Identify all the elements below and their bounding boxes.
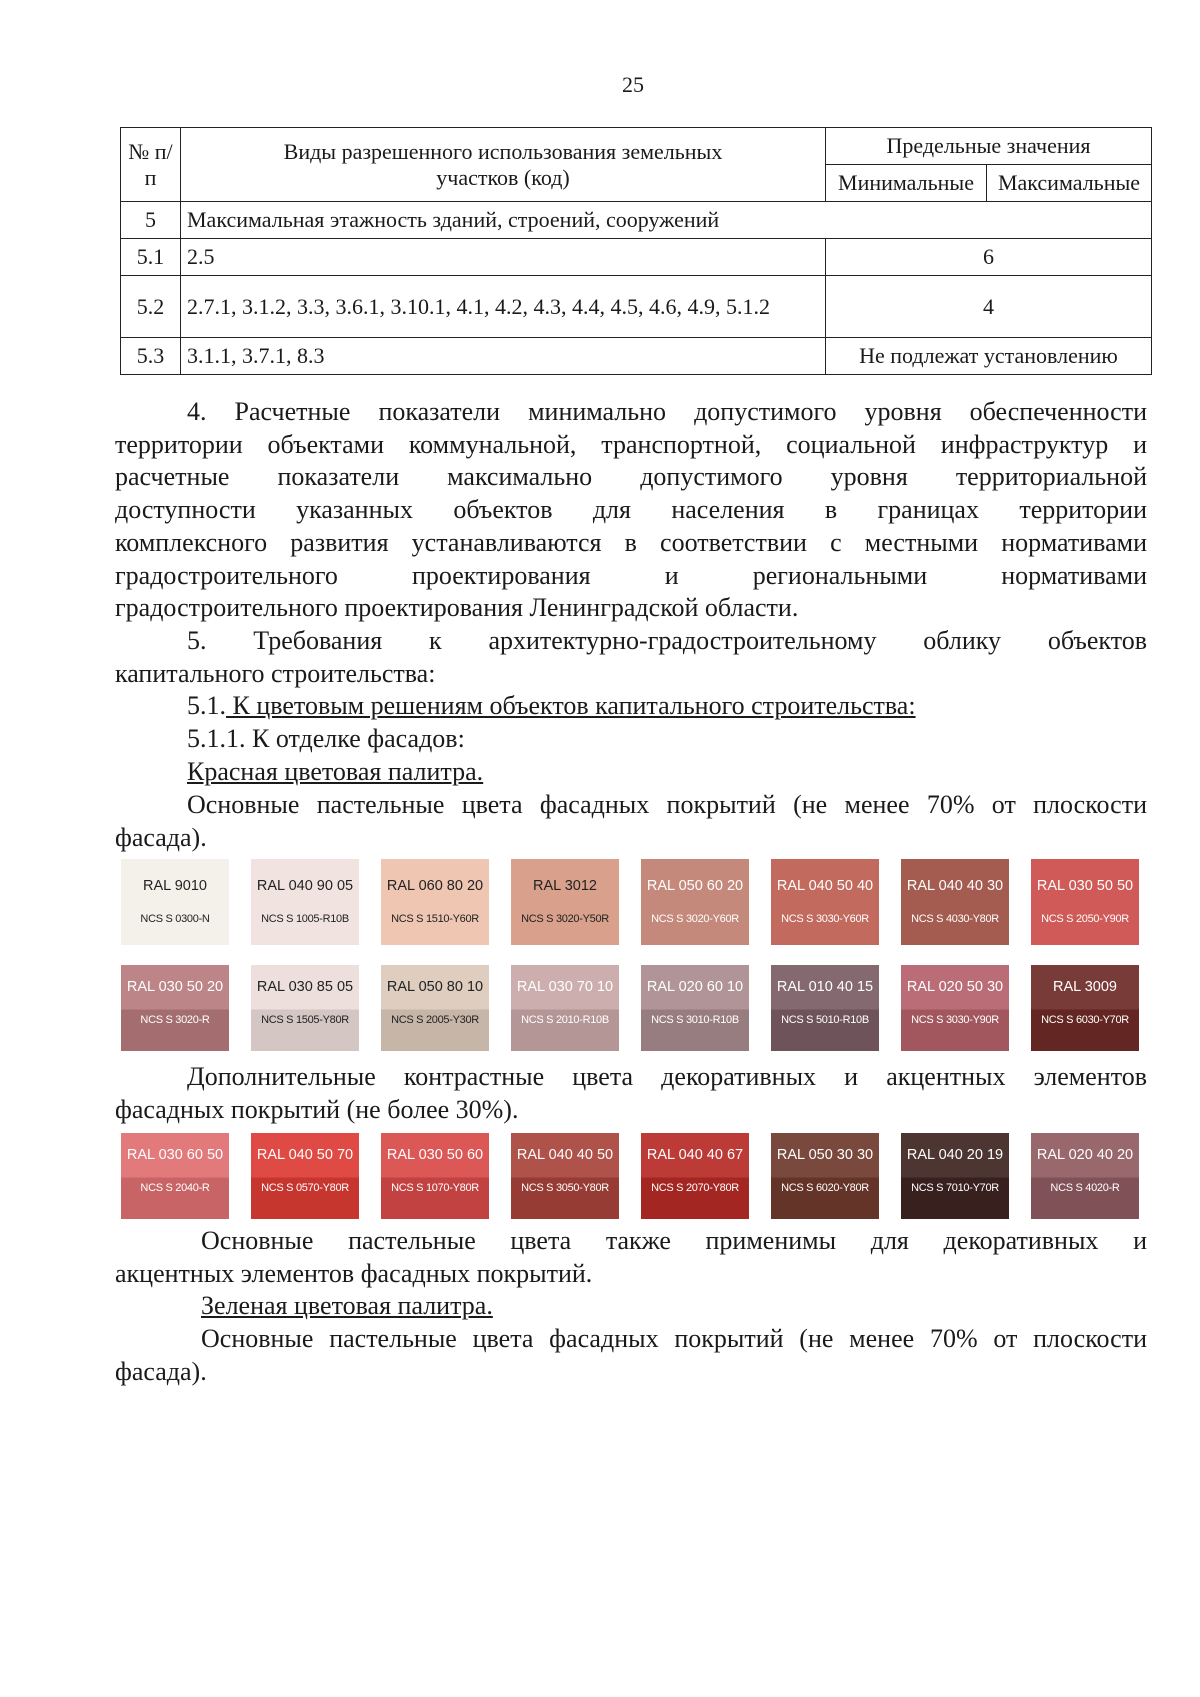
row-value: 6 [826,239,1152,276]
text-line: 4. Расчетные показатели минимально допустимого уровня обеспеченности [187,397,1147,426]
red-palette-title: Красная цветовая палитра. [187,757,484,786]
row-num: 5 [121,202,181,239]
row-text: Максимальная этажность зданий, строений, сооружений [181,202,1152,239]
row-text: 3.1.1, 3.7.1, 8.3 [181,338,826,375]
color-swatch: RAL 3009 NCS S 6030-Y70R [1031,965,1139,1051]
section-5-1-number: 5.1. [187,691,226,720]
row-value: Не подлежат установлению [826,338,1152,375]
color-swatch: RAL 040 40 50 NCS S 3050-Y80R [511,1133,619,1219]
color-swatch: RAL 020 40 20 NCS S 4020-R [1031,1133,1139,1219]
color-swatch: RAL 030 50 50 NCS S 2050-Y90R [1031,859,1139,945]
color-swatch: RAL 9010 NCS S 0300-N [121,859,229,945]
color-swatch: RAL 020 60 10 NCS S 3010-R10B [641,965,749,1051]
paragraph-5 [115,625,1147,690]
section-5-1 [115,690,1147,723]
text-line: капитального строительства: [115,658,436,688]
color-swatch: RAL 030 50 20 NCS S 3020-R [121,965,229,1051]
section-5-1-title: К цветовым решениям объектов капитального строительства: [226,691,916,720]
color-swatch: RAL 3012 NCS S 3020-Y50R [511,859,619,945]
swatch-row-accent [121,1133,1141,1219]
text-line: градостроительного проектирования Ленинградской области. [115,593,799,623]
color-swatch: RAL 040 90 05 NCS S 1005-R10B [251,859,359,945]
color-swatch: RAL 040 50 70 NCS S 0570-Y80R [251,1133,359,1219]
header-kinds: Виды разрешенного использования земельных участков (код) [181,128,826,202]
text-line: фасада). [115,822,207,852]
header-max: Максимальные [987,165,1152,202]
text-line: территории объектами коммунальной, транспортной, социальной инфраструктур и [115,429,1147,459]
color-swatch: RAL 030 50 60 NCS S 1070-Y80R [381,1133,489,1219]
color-swatch: RAL 040 20 19 NCS S 7010-Y70R [901,1133,1009,1219]
row-num: 5.2 [121,276,181,338]
color-swatch: RAL 050 30 30 NCS S 6020-Y80R [771,1133,879,1219]
text-line: расчетные показатели максимально допустимого уровня территориальной [115,462,1147,492]
text-line: 5.1.1. К отделке фасадов: [187,724,465,753]
swatch-row-main-1 [121,859,1141,945]
text-line: Основные пастельные цвета фасадных покрытий (не менее 70% от плоскости [187,790,1147,819]
text-line: доступности указанных объектов для населения в границах территории [115,495,1147,525]
row-num: 5.1 [121,239,181,276]
color-swatch: RAL 010 40 15 NCS S 5010-R10B [771,965,879,1051]
row-num: 5.3 [121,338,181,375]
text-line: 5. Требования к архитектурно-градостроительному облику объектов [187,626,1147,655]
color-swatch: RAL 050 60 20 NCS S 3020-Y60R [641,859,749,945]
text-line: градостроительного проектирования и региональными нормативами [115,560,1147,590]
color-swatch: RAL 030 85 05 NCS S 1505-Y80R [251,965,359,1051]
color-swatch: RAL 030 70 10 NCS S 2010-R10B [511,965,619,1051]
header-num: № п/п [121,128,181,202]
color-swatch: RAL 040 40 67 NCS S 2070-Y80R [641,1133,749,1219]
paragraph-4 [115,396,1147,625]
green-main-colors-text [115,1323,1147,1388]
color-swatch: RAL 060 80 20 NCS S 1510-Y60R [381,859,489,945]
green-palette-title: Зеленая цветовая палитра. [201,1291,493,1320]
page-number: 25 [622,72,644,97]
color-swatch: RAL 020 50 30 NCS S 3030-Y90R [901,965,1009,1051]
color-swatch: RAL 050 80 10 NCS S 2005-Y30R [381,965,489,1051]
main-colors-text [115,789,1147,854]
text-line: акцентных элементов фасадных покрытий. [115,1258,593,1288]
text-line: Основные пастельные цвета фасадных покрытий (не менее 70% от плоскости [201,1324,1147,1353]
text-line: фасадных покрытий (не более 30%). [115,1094,519,1124]
header-min: Минимальные [826,165,987,202]
row-text: 2.7.1, 3.1.2, 3.3, 3.6.1, 3.10.1, 4.1, 4.2, 4.3, 4.4, 4.5, 4.6, 4.9, 5.1.2 [181,276,826,338]
red-palette-heading [115,756,1147,789]
text-line: Дополнительные контрастные цвета декоративных и акцентных элементов [187,1062,1147,1091]
text-line: Основные пастельные цвета также применимы для декоративных и [201,1226,1147,1255]
row-value: 4 [826,276,1152,338]
section-5-1-1 [115,723,1147,756]
table-row [121,338,1152,375]
swatch-row-main-2 [121,965,1141,1051]
limits-table [120,127,1152,375]
text-line: комплексного развития устанавливаются в соответствии с местными нормативами [115,527,1147,557]
extra-colors-text [115,1061,1147,1126]
also-applicable-text [115,1225,1147,1290]
row-text: 2.5 [181,239,826,276]
table-row [121,276,1152,338]
header-limits: Предельные значения [826,128,1152,165]
color-swatch: RAL 040 50 40 NCS S 3030-Y60R [771,859,879,945]
green-palette-heading [115,1290,1147,1323]
table-row [121,202,1152,239]
table-row [121,239,1152,276]
color-swatch: RAL 030 60 50 NCS S 2040-R [121,1133,229,1219]
color-swatch: RAL 040 40 30 NCS S 4030-Y80R [901,859,1009,945]
text-line: фасада). [115,1356,207,1386]
